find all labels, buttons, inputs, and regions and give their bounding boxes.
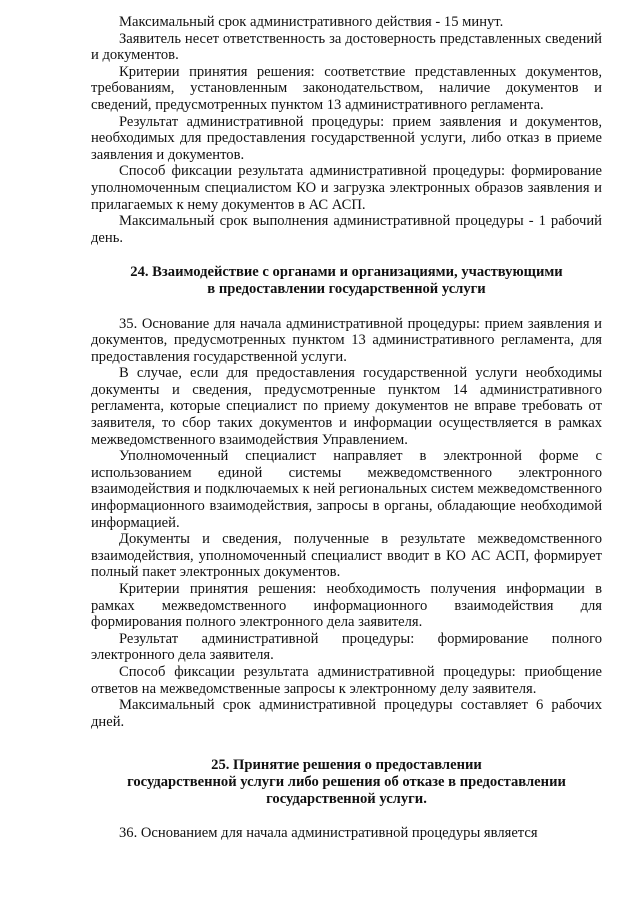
paragraph-36-basis: 36. Основанием для начала административной процедуры является [119,825,538,842]
paragraph-max-time-action: Максимальный срок административного действия - 15 минут. [119,14,504,30]
paragraph-specialist-requests: Уполномоченный специалист направляет в электронной форме с использованием единой системы межведомственного электронного взаимодействия и подключаемых к ней региональных систем межведомственного информационного взаимодействия, запросы в органы, обладающие необходимой информацией. [91,448,602,531]
paragraph-max-time-procedure: Максимальный срок выполнения административной процедуры - 1 рабочий день. [91,213,602,246]
paragraph-applicant-responsibility: Заявитель несет ответственность за достоверность представленных сведений и документов. [91,30,602,64]
section-heading-24 [91,264,602,297]
section-heading-25-line2: государственной услуги либо решения об отказе в предоставлении [127,773,566,790]
paragraph-interagency-collection: В случае, если для предоставления государственной услуги необходимы документы и сведения, предусмотренные пунктом 14 административного регламента, которые специалист по приему документов не вправе требовать от заявителя, то сбор таких документов и информации осуществляется в рамках межведомственного взаимодействия Управлением. [91,365,602,448]
paragraph-max-time-procedure-2: Максимальный срок административной процедуры составляет 6 рабочих дней. [91,697,602,730]
paragraph-fixation-method-2: Способ фиксации результата административной процедуры: приобщение ответов на межведомственные запросы к электронному делу заявителя. [91,663,602,697]
section-heading-25-line1: 25. Принятие решения о предоставлении [211,757,482,774]
paragraph-fixation-method: Способ фиксации результата административной процедуры: формирование уполномоченным специалистом КО и загрузка электронных образов заявления и прилагаемых к нему документов в АС АСП. [91,163,602,213]
section-heading-24-line1: 24. Взаимодействие с органами и организациями, участвующими [130,264,563,281]
paragraph-decision-criteria: Критерии принятия решения: соответствие представленных документов, требованиям, установленным законодательством, наличие документов и сведений, предусмотренных пунктом 13 административного регламента. [91,63,602,113]
section-heading-25 [91,757,602,807]
paragraph-decision-criteria-2: Критерии принятия решения: необходимость получения информации в рамках межведомственного информационного взаимодействия для формирования полного электронного дела заявителя. [91,581,602,631]
paragraph-documents-received: Документы и сведения, полученные в результате межведомственного взаимодействия, уполномоченный специалист вводит в КО АС АСП, формирует полный пакет электронных документов. [91,531,602,581]
paragraph-procedure-result: Результат административной процедуры: прием заявления и документов, необходимых для предоставления государственной услуги, либо отказ в приеме заявления и документов. [91,113,602,163]
paragraph-35-basis: 35. Основание для начала административной процедуры: прием заявления и документов, предусмотренных пунктом 13 административного регламента, для предоставления государственной услуги. [91,315,602,365]
paragraph-procedure-result-2: Результат административной процедуры: формирование полного электронного дела заявителя. [91,630,602,664]
section-heading-25-line3: государственной услуги. [266,790,427,807]
section-heading-24-line2: в предоставлении государственной услуги [207,280,486,297]
